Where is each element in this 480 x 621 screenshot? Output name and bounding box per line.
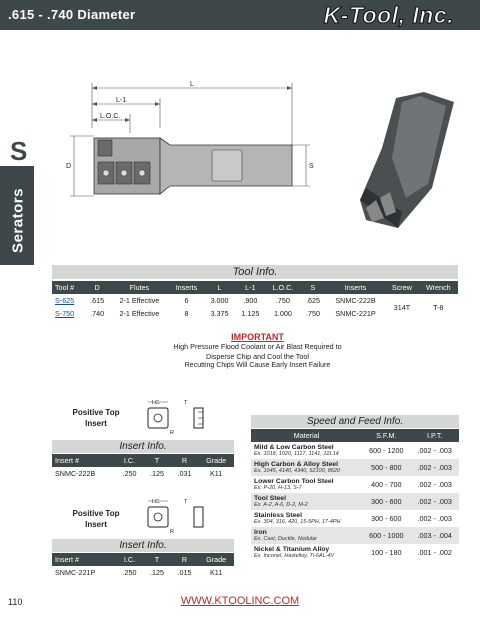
insert-1-label-line1: Positive Top — [72, 408, 120, 417]
material-cell — [251, 476, 362, 493]
cell: .750 — [275, 296, 290, 305]
insert-2-title-bar — [52, 539, 234, 552]
material-cell — [251, 459, 362, 476]
insert-1-header-row — [52, 454, 234, 467]
table-row — [52, 294, 458, 307]
material-examples: Ex. A-2, A-6, D-2, M-2 — [254, 502, 308, 508]
insert-1-dim-t: T — [184, 400, 188, 406]
page-number: 110 — [8, 597, 23, 607]
insert-2-label-line1: Positive Top — [72, 509, 120, 518]
material-examples: Ex. 1045, 4140, 4340, 52100, 8620 — [254, 468, 340, 474]
sfm-cell: 400 - 700 — [371, 480, 402, 489]
ipt-cell: .002 - .003 — [411, 493, 459, 510]
insert-1-drawing — [140, 398, 220, 438]
table-row — [251, 493, 459, 510]
header-bar — [0, 0, 480, 30]
ipt-cell: .002 - .003 — [411, 459, 459, 476]
material-name: Nickel & Titanium Alloy — [254, 546, 330, 553]
insert-1-table — [52, 454, 234, 480]
tool-dimension-drawing — [60, 78, 330, 218]
cell: .125 — [149, 469, 164, 478]
cell: .625 — [305, 296, 320, 305]
dim-label-l: L — [190, 81, 194, 88]
ipt-cell: .002 - .003 — [417, 446, 452, 455]
material-cell — [251, 527, 362, 544]
speed-header-row — [251, 429, 459, 442]
section-sidebar — [0, 136, 34, 265]
table-row — [251, 544, 459, 561]
material-name: Iron — [254, 529, 267, 536]
cell: .015 — [177, 568, 192, 577]
col-t: T — [143, 454, 171, 467]
ipt-cell: .001 - .002 — [417, 548, 452, 557]
insert-1-label — [66, 407, 126, 429]
cell: .750 — [305, 309, 320, 318]
insert-2-dim-t: T — [184, 499, 188, 505]
col-l1: L-1 — [235, 281, 266, 294]
speed-title: Speed and Feed Info. — [306, 416, 404, 427]
col-ic: I.C. — [116, 454, 144, 467]
col-t: T — [143, 553, 171, 566]
col-d: D — [84, 281, 110, 294]
tool-link-s625[interactable] — [52, 294, 84, 307]
col-ic: I.C. — [116, 553, 144, 566]
section-letter: S — [0, 136, 34, 166]
dim-label-d: D — [66, 163, 72, 170]
col-grade: Grade — [198, 454, 234, 467]
material-cell — [251, 493, 362, 510]
sfm-cell: 300 - 600 — [371, 514, 402, 523]
sfm-cell: 600 - 1000 — [362, 527, 410, 544]
dim-label-loc: L.O.C. — [100, 113, 121, 120]
col-wrench: Wrench — [419, 281, 458, 294]
table-row — [52, 467, 234, 480]
col-inserts: Inserts — [169, 281, 204, 294]
material-name: Stainless Steel — [254, 512, 302, 519]
col-screw: Screw — [385, 281, 418, 294]
cell-screw: 314T — [393, 302, 411, 312]
material-examples: Ex. Inconel, Hastelloy, Ti-6AL-4V — [254, 553, 335, 559]
material-cell — [251, 442, 362, 459]
insert-1-dim-r: R — [170, 430, 174, 436]
tool-number-link[interactable]: S-750 — [55, 309, 75, 318]
col-r: R — [171, 553, 199, 566]
website-link[interactable]: WWW.KTOOLINC.COM — [180, 595, 300, 607]
material-name: High Carbon & Alloy Steel — [254, 461, 338, 468]
section-name: Serators — [9, 188, 27, 253]
material-examples: Ex. 1018, 1020, 1117, 1141, 12L14 — [254, 451, 339, 457]
cell: .250 — [122, 568, 137, 577]
material-name: Lower Carbon Tool Steel — [254, 478, 334, 485]
cell: 3.000 — [210, 296, 229, 305]
cell: 2-1 Effective — [119, 296, 160, 305]
material-examples: Ex. 304, 316, 420, 15-5PH, 17-4PH — [254, 519, 341, 525]
important-line-2: Disperse Chip and Cool the Tool — [206, 352, 309, 361]
cell: .031 — [177, 469, 192, 478]
tool-info-title: Tool Info. — [232, 266, 278, 278]
col-sfm: S.F.M. — [362, 429, 410, 442]
col-loc: L.O.C. — [266, 281, 300, 294]
table-row — [251, 527, 459, 544]
important-heading: IMPORTANT — [231, 332, 284, 342]
cell: 1.125 — [241, 309, 260, 318]
tool-info-title-bar — [52, 265, 458, 279]
table-row — [251, 459, 459, 476]
speed-title-bar — [251, 415, 459, 428]
cell: 6 — [184, 296, 189, 305]
material-examples: Ex. P-20, H-13, S-7 — [254, 485, 302, 491]
table-row — [251, 476, 459, 493]
col-l: L — [204, 281, 235, 294]
tool-info-table — [52, 281, 458, 320]
insert-1-label-line2: Insert — [85, 419, 107, 428]
cell-insert-1: SNMC-222B — [335, 296, 376, 305]
diameter-range: .615 - .740 Diameter — [8, 7, 136, 22]
material-name: Mild & Low Carbon Steel — [254, 444, 334, 451]
col-flutes: Flutes — [110, 281, 169, 294]
sfm-cell: 100 - 180 — [371, 548, 402, 557]
tool-number-link[interactable]: S-625 — [55, 296, 75, 305]
cell: 2-1 Effective — [119, 309, 160, 318]
col-tool: Tool # — [52, 281, 84, 294]
col-insert-parts: Inserts — [326, 281, 385, 294]
cell: SNMC-221P — [55, 568, 96, 577]
ipt-cell: .003 - .004 — [411, 527, 459, 544]
col-insert: Insert # — [52, 553, 116, 566]
cell: 8 — [184, 309, 189, 318]
important-line-1: High Pressure Flood Coolant or Air Blast Required to — [173, 342, 342, 351]
cell: K11 — [209, 568, 223, 577]
material-cell — [251, 510, 362, 527]
col-ipt: I.P.T. — [411, 429, 459, 442]
insert-1-dim-ic: I.C. — [152, 400, 161, 406]
col-r: R — [171, 454, 199, 467]
col-grade: Grade — [198, 553, 234, 566]
cell: 1.000 — [273, 309, 292, 318]
insert-2-header-row — [52, 553, 234, 566]
cell: SNMC-222B — [55, 469, 96, 478]
col-material: Material — [251, 429, 362, 442]
important-note — [150, 332, 365, 362]
material-cell — [251, 544, 362, 561]
ipt-cell: .002 - .003 — [417, 480, 452, 489]
col-s: S — [300, 281, 326, 294]
cell-insert-2: SNMC-221P — [335, 309, 376, 318]
sfm-cell: 500 - 800 — [362, 459, 410, 476]
cell: .615 — [90, 296, 105, 305]
recut-warning: Recutting Chips Will Cause Early Insert Failure — [184, 362, 331, 369]
ipt-cell: .002 - .003 — [417, 514, 452, 523]
insert-2-label — [66, 508, 126, 530]
table-row — [52, 566, 234, 579]
material-examples: Ex. Cast, Ductile, Nodular — [254, 536, 317, 542]
insert-2-dim-ic: I.C. — [152, 499, 161, 505]
insert-2-drawing — [140, 497, 220, 537]
cell: K11 — [209, 469, 223, 478]
cell-wrench: T-8 — [433, 302, 444, 312]
cell: 3.375 — [210, 309, 229, 318]
sfm-cell: 300 - 600 — [362, 493, 410, 510]
insert-2-table — [52, 553, 234, 579]
insert-1-title-bar — [52, 440, 234, 453]
cell: .250 — [122, 469, 137, 478]
insert-2-title: Insert Info. — [119, 540, 167, 551]
cell: .900 — [243, 296, 258, 305]
dim-label-l1: L-1 — [116, 97, 127, 104]
insert-2-label-line2: Insert — [85, 520, 107, 529]
speed-feed-table — [251, 429, 459, 561]
sfm-cell: 600 - 1200 — [369, 446, 404, 455]
dim-label-s: S — [309, 163, 314, 170]
insert-1-title: Insert Info. — [119, 441, 167, 452]
table-row — [251, 442, 459, 459]
tool-info-header-row — [52, 281, 458, 294]
brand-logo: K-Tool, Inc. — [323, 2, 454, 28]
cell: .125 — [149, 568, 164, 577]
material-name: Tool Steel — [254, 495, 286, 502]
tool-photo — [336, 88, 461, 238]
insert-2-dim-r: R — [170, 529, 174, 535]
tool-link-s750[interactable] — [52, 307, 84, 320]
table-row — [251, 510, 459, 527]
cell: .740 — [90, 309, 105, 318]
col-insert: Insert # — [52, 454, 116, 467]
